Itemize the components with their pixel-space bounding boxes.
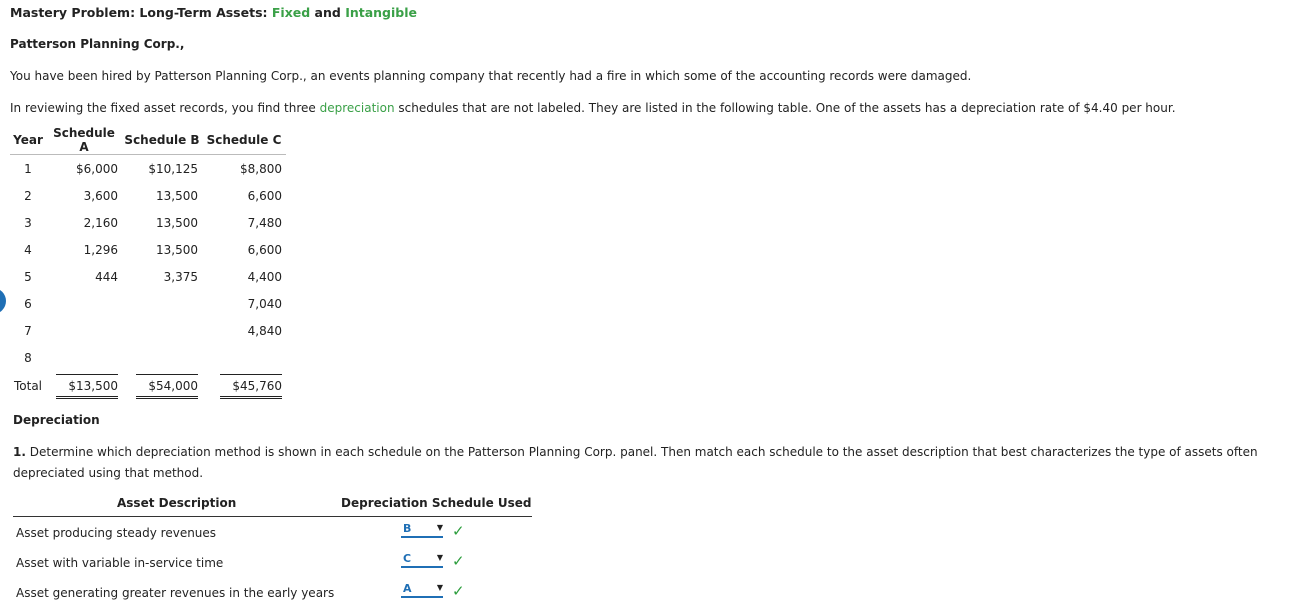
page-title: Mastery Problem: Long-Term Assets: Fixed and Intangible bbox=[10, 5, 418, 20]
company-heading: Patterson Planning Corp., bbox=[10, 37, 185, 51]
correct-check-icon: ✓ bbox=[452, 522, 465, 540]
schedule-cell-year: 1 bbox=[24, 161, 32, 176]
schedule-select-value: B bbox=[403, 522, 412, 535]
schedule-select[interactable] bbox=[401, 522, 443, 538]
schedule-row bbox=[10, 317, 286, 344]
col-header-schedule-a: Schedule A bbox=[46, 126, 122, 155]
schedule-cell-a: 3,600 bbox=[83, 188, 118, 203]
schedule-cell-a: $6,000 bbox=[76, 161, 118, 176]
depreciation-schedule-table bbox=[10, 126, 286, 401]
total-row bbox=[10, 371, 286, 401]
schedule-cell-b bbox=[122, 290, 202, 317]
review-paragraph: In reviewing the fixed asset records, you find three depreciation schedules that are not labeled. They are listed in the following table. One of the assets has a depreciation rate of $4.40 per hour. bbox=[10, 101, 1176, 115]
schedule-cell-year: 4 bbox=[24, 242, 32, 257]
schedule-cell-c: $8,800 bbox=[240, 161, 282, 176]
schedule-cell-a bbox=[46, 344, 122, 371]
schedule-cell-year: 2 bbox=[24, 188, 32, 203]
schedule-row bbox=[10, 182, 286, 209]
depreciation-link[interactable]: depreciation bbox=[319, 101, 395, 115]
schedule-cell-c: 7,480 bbox=[247, 215, 282, 230]
col-header-year: Year bbox=[10, 126, 46, 155]
answer-row-description: Asset with variable in-service time bbox=[16, 556, 224, 570]
answer-table-header bbox=[13, 494, 532, 517]
schedule-cell-c: 6,600 bbox=[247, 242, 282, 257]
schedule-row bbox=[10, 344, 286, 371]
schedule-cell-b: 13,500 bbox=[156, 215, 198, 230]
schedule-cell-b bbox=[122, 344, 202, 371]
schedule-cell-a bbox=[46, 290, 122, 317]
chevron-down-icon[interactable]: ▼ bbox=[436, 523, 443, 532]
schedule-cell-a: 2,160 bbox=[83, 215, 118, 230]
schedule-cell-a: 1,296 bbox=[83, 242, 118, 257]
correct-check-icon: ✓ bbox=[452, 582, 465, 600]
schedule-cell-b: $10,125 bbox=[148, 161, 198, 176]
col-schedule-used: Depreciation Schedule Used bbox=[341, 496, 532, 510]
schedule-cell-year: 5 bbox=[24, 269, 32, 284]
schedule-cell-a bbox=[46, 317, 122, 344]
schedule-cell-c: 4,400 bbox=[247, 269, 282, 284]
schedule-cell-c: 7,040 bbox=[247, 296, 282, 311]
schedule-row bbox=[10, 263, 286, 290]
col-header-schedule-b: Schedule B bbox=[122, 126, 202, 155]
schedule-cell-c: 4,840 bbox=[247, 323, 282, 338]
schedule-cell-b bbox=[122, 317, 202, 344]
schedule-row bbox=[10, 290, 286, 317]
schedule-select-value: C bbox=[403, 552, 412, 565]
chevron-down-icon[interactable]: ▼ bbox=[436, 583, 443, 592]
correct-check-icon: ✓ bbox=[452, 552, 465, 570]
schedule-row bbox=[10, 155, 286, 183]
schedule-cell-a: 444 bbox=[95, 269, 118, 284]
schedule-cell-c: 6,600 bbox=[247, 188, 282, 203]
section-title: Depreciation bbox=[13, 413, 100, 427]
total-value-c: $45,760 bbox=[220, 374, 282, 399]
schedule-cell-b: 13,500 bbox=[156, 188, 198, 203]
intangible-link[interactable]: Intangible bbox=[345, 5, 418, 20]
schedule-cell-year: 6 bbox=[24, 296, 32, 311]
schedule-row bbox=[10, 236, 286, 263]
schedule-select-value: A bbox=[403, 582, 412, 595]
total-value-a: $13,500 bbox=[56, 374, 118, 399]
chevron-down-icon[interactable]: ▼ bbox=[436, 553, 443, 562]
answer-row-description: Asset generating greater revenues in the early years bbox=[16, 586, 335, 600]
schedule-cell-b: 3,375 bbox=[163, 269, 198, 284]
fixed-link[interactable]: Fixed bbox=[271, 5, 311, 20]
schedule-cell-year: 8 bbox=[24, 350, 32, 365]
schedule-select[interactable] bbox=[401, 582, 443, 598]
panel-tab-marker[interactable] bbox=[0, 288, 6, 314]
schedule-cell-year: 3 bbox=[24, 215, 32, 230]
question-text-cont: depreciated using that method. bbox=[13, 466, 204, 480]
schedule-cell-year: 7 bbox=[24, 323, 32, 338]
question-text: 1. Determine which depreciation method is shown in each schedule on the Patterson Planning Corp. panel. Then match each schedule to the asset description that best characterizes the type of assets often bbox=[13, 445, 1258, 459]
schedule-row bbox=[10, 209, 286, 236]
col-header-schedule-c: Schedule C bbox=[202, 126, 286, 155]
intro-paragraph: You have been hired by Patterson Planning Corp., an events planning company that recently had a fire in which some of the accounting records were damaged. bbox=[10, 69, 972, 83]
schedule-select[interactable] bbox=[401, 552, 443, 568]
total-label: Total bbox=[13, 379, 43, 393]
schedule-cell-b: 13,500 bbox=[156, 242, 198, 257]
answer-row-description: Asset producing steady revenues bbox=[16, 526, 217, 540]
col-asset-description: Asset Description bbox=[117, 496, 237, 510]
total-value-b: $54,000 bbox=[136, 374, 198, 399]
schedule-cell-c bbox=[202, 344, 286, 371]
